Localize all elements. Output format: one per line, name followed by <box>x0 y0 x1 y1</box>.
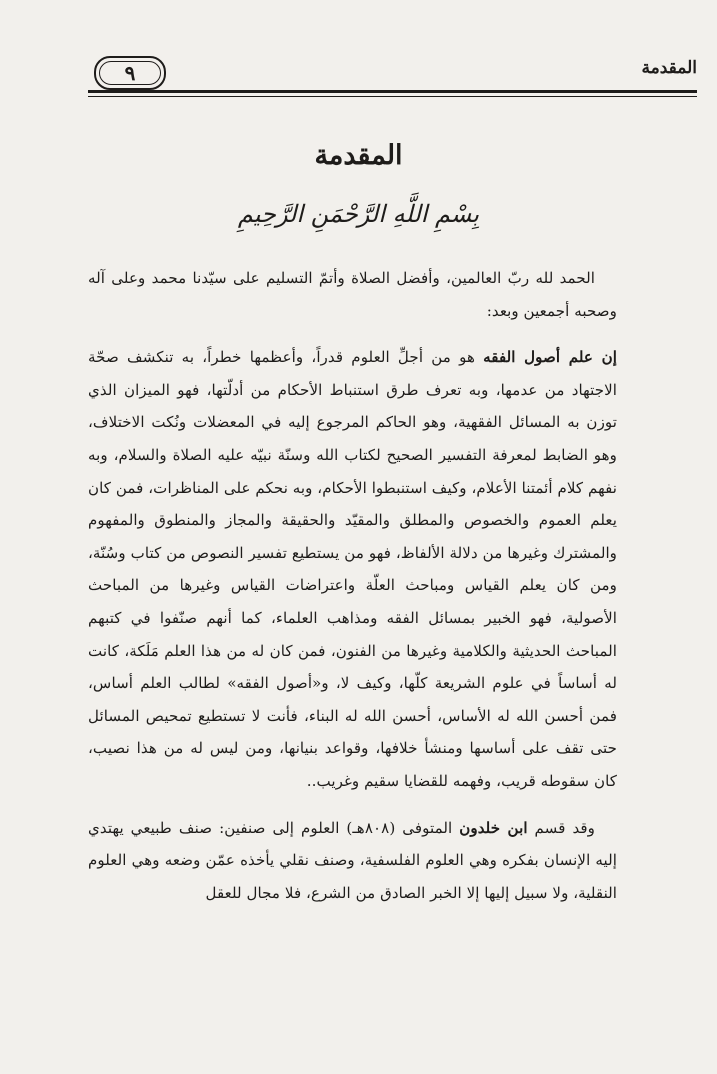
body-text <box>88 262 617 923</box>
page-number: ٩ <box>124 61 136 85</box>
header-rule-thin <box>88 96 697 97</box>
paragraph-1 <box>88 262 617 327</box>
paragraph-2-text: هو من أجلِّ العلوم قدراً، وأعظمها خطراً، به تنكشف صحّة الاجتهاد من عدمها، وبه تعرف طرق استنباط الأحكام من أدلّتها، فهو الميزان الذي توزن به المسائل الفقهية، وهو الحاكم المرجوع إليه في المعضلات ونُكت الاختلاف، وهو الضابط لمعرفة التفسير الصحيح لكتاب الله وسنّة نبيّه عليه الصلاة والسلام، وبه نفهم كلام أئمتنا الأعلام، وكيف استنبطوا الأحكام، وبه نحكم على المناظرات، فمن كان يعلم العموم والخصوص والمطلق والمقيّد والحقيقة والمجاز والمنطوق والمفهوم والمشترك وغيرها من دلالة الألفاظ، فهو من يستطيع تفسير النصوص من كتاب وسُنّة، ومن كان يعلم القياس ومباحث العلّة واعتراضات القياس وغيرها من المباحث الأصولية، فهو الخبير بمسائل الفقه ومذاهب العلماء، كما أنهم صنّفوا في كتبهم المباحث الحديثية والكلامية وغيرها من الفنون، فمن كان له من هذا العلم مَلَكة، كانت له أساساً في علوم الشريعة كلّها، وكيف لا، و«أصول الفقه» لطالب العلم أساس، فمن أحسن الله له الأساس، أحسن الله له البناء، فأنت لا تستطيع تمحيص المسائل حتى تقف على أساسها ومنشأ خلافها، وقواعد بنيانها، ومن ليس له من هذا نصيب، كان سقوطه قريب، وفهمه للقضايا سقيم وغريب.. <box>88 348 617 790</box>
page-header <box>88 52 697 96</box>
running-title: المقدمة <box>641 58 697 78</box>
paragraph-3-lead: وقد قسم <box>527 818 596 837</box>
paragraph-1-text: الحمد لله ربّ العالمين، وأفضل الصلاة وأتمّ التسليم على سيّدنا محمد وعلى آله وصحبه أجمعين وبعد: <box>88 269 617 320</box>
paragraph-3 <box>88 812 617 910</box>
paragraph-3-text: المتوفى (٨٠٨هـ) العلوم إلى صنفين: صنف طبيعي يهتدي إليه الإنسان بفكره وهي العلوم الفلسفية، وصنف نقلي يأخذه عمّن وضعه وهي العلوم النقلية، ولا سبيل إليها إلا الخبر الصادق من الشرع، فلا مجال للعقل <box>88 818 617 902</box>
chapter-title: المقدمة <box>314 140 403 171</box>
header-rule <box>88 90 697 93</box>
paragraph-2-bold: إن علم أصول الفقه <box>483 348 617 367</box>
basmala: بِسْمِ اللَّهِ الرَّحْمَنِ الرَّحِيمِ <box>237 200 480 228</box>
paragraph-3-bold: ابن خلدون <box>459 818 528 837</box>
paragraph-2 <box>88 341 617 797</box>
page-number-frame <box>94 56 166 90</box>
